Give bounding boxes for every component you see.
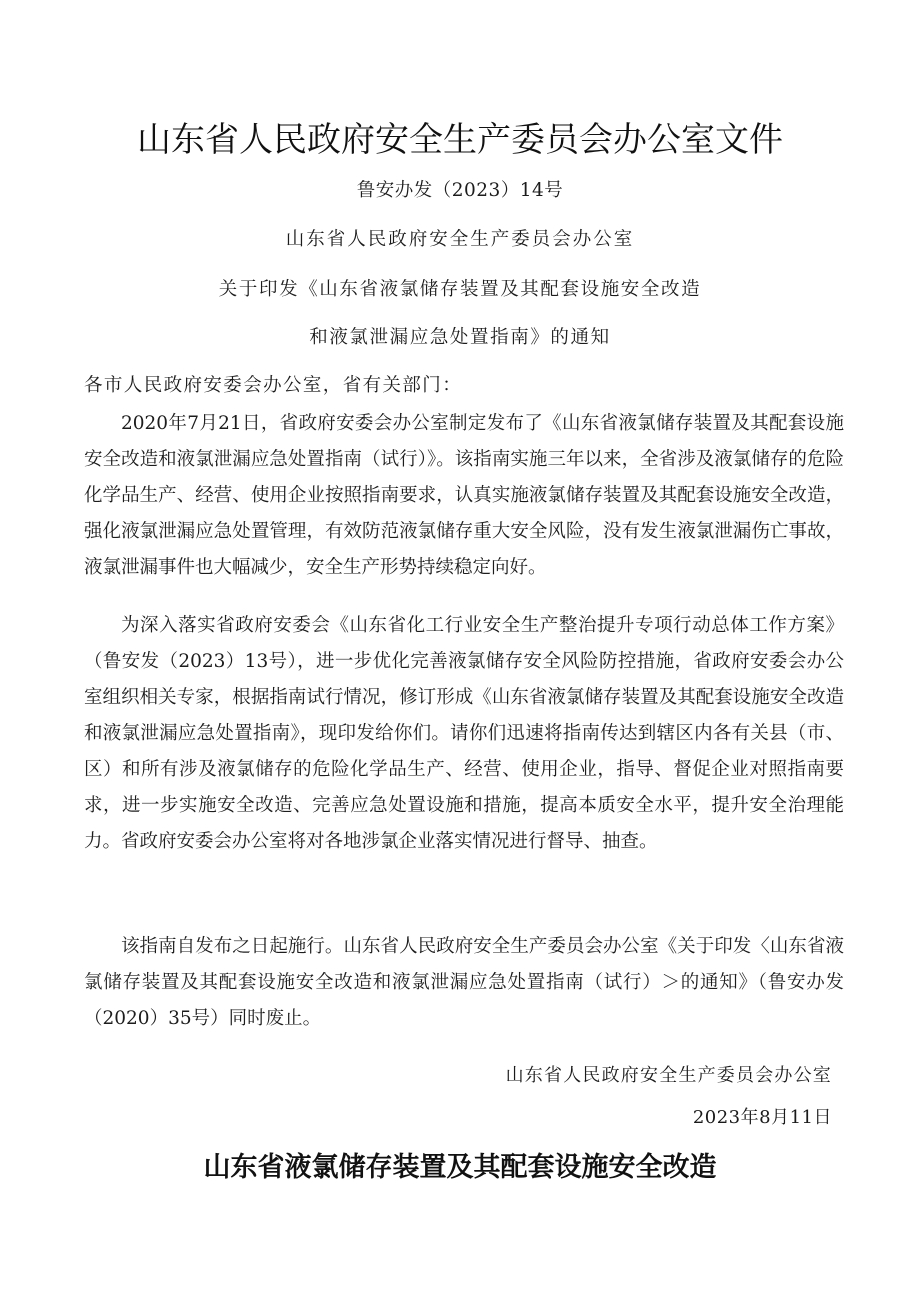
subject-title-line-2: 和液氯泄漏应急处置指南》的通知 bbox=[309, 327, 611, 348]
signature-organization: 山东省人民政府安全生产委员会办公室 bbox=[505, 1065, 832, 1086]
document-title: 山东省人民政府安全生产委员会办公室文件 bbox=[137, 120, 783, 160]
body-paragraph-3: 该指南自发布之日起施行。山东省人民政府安全生产委员会办公室《关于印发〈山东省液氯储存装置及其配套设施安全改造和液氯泄漏应急处置指南（试行）＞的通知》（鲁安办发（2020）35号）同时废止。 bbox=[84, 936, 844, 1029]
subject-issuer: 山东省人民政府安全生产委员会办公室 bbox=[285, 229, 635, 250]
salutation: 各市人民政府安委会办公室，省有关部门： bbox=[84, 375, 463, 396]
body-paragraph-1: 2020年7月21日，省政府安委会办公室制定发布了《山东省液氯储存装置及其配套设施安全改造和液氯泄漏应急处置指南（试行）》。该指南实施三年以来，全省涉及液氯储存的危险化学品生产、经营、使用企业按照指南要求，认真实施液氯储存装置及其配套设施安全改造，强化液氯泄漏应急处置管理，有效防范液氯储存重大安全风险，没有发生液氯泄漏伤亡事故，液氯泄漏事件也大幅减少，安全生产形势持续稳定向好。 bbox=[84, 413, 844, 578]
signature-date: 2023年8月11日 bbox=[692, 1107, 832, 1128]
body-paragraph-2: 为深入落实省政府安委会《山东省化工行业安全生产整治提升专项行动总体工作方案》（鲁安发（2023）13号），进一步优化完善液氯储存安全风险防控措施，省政府安委会办公室组织相关专家，根据指南试行情况，修订形成《山东省液氯储存装置及其配套设施安全改造和液氯泄漏应急处置指南》，现印发给你们。请你们迅速将指南传达到辖区内各有关县（市、区）和所有涉及液氯储存的危险化学品生产、经营、使用企业，指导、督促企业对照指南要求，进一步实施安全改造、完善应急处置设施和措施，提高本质安全水平，提升安全治理能力。省政府安委会办公室将对各地涉氯企业落实情况进行督导、抽查。 bbox=[84, 615, 844, 852]
guide-title: 山东省液氯储存装置及其配套设施安全改造 bbox=[203, 1152, 717, 1183]
document-number: 鲁安办发（2023）14号 bbox=[356, 180, 564, 201]
subject-title-line-1: 关于印发《山东省液氯储存装置及其配套设施安全改造 bbox=[218, 279, 702, 300]
